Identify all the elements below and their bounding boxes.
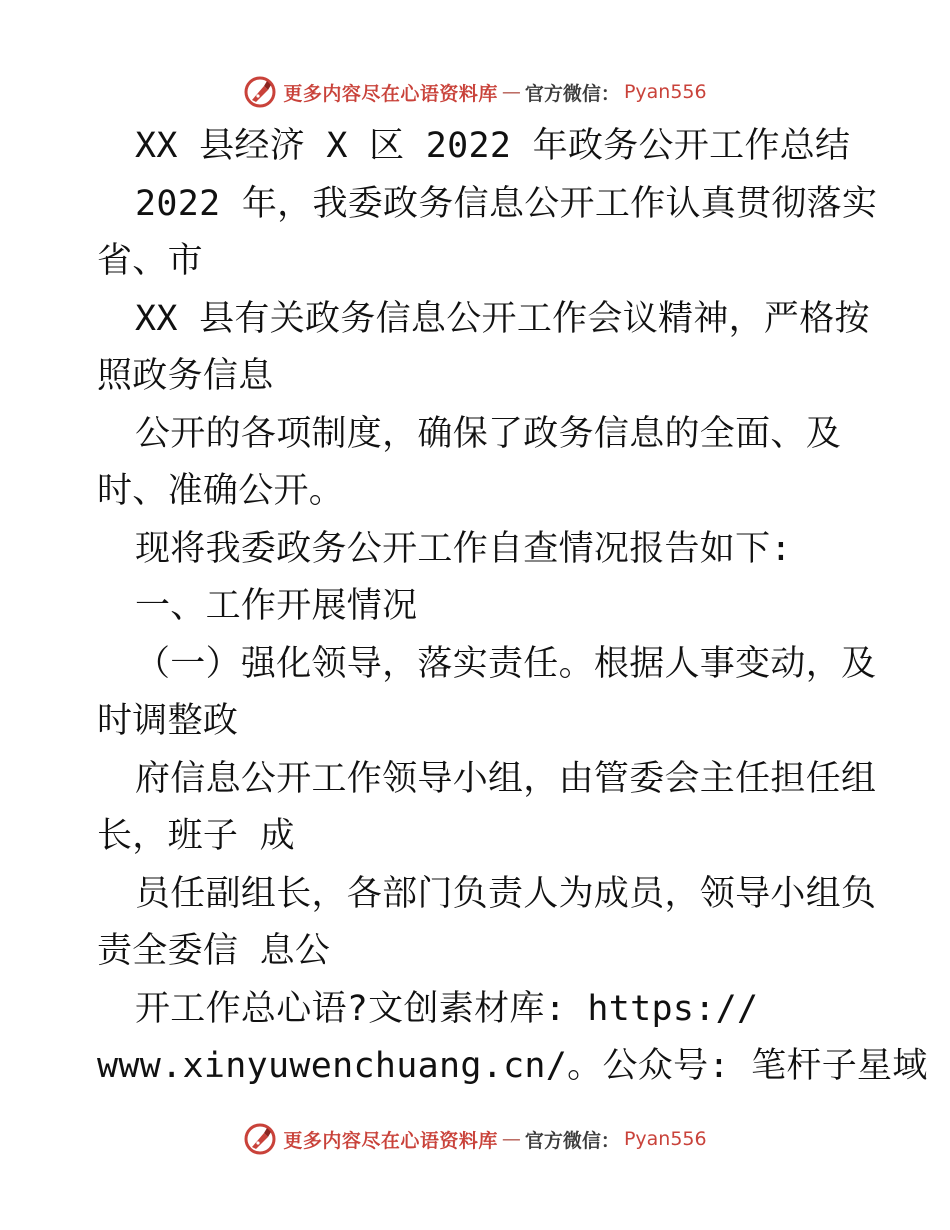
banner-dash: — <box>501 81 521 103</box>
document-line: 现将我委政务公开工作自查情况报告如下: <box>135 528 792 569</box>
document-line: 长，班子 成 <box>97 816 295 856</box>
document-line: www.xinyuwenchuang.cn/。公众号: 笔杆子星域 <box>97 1046 928 1086</box>
banner-dash: — <box>501 1128 521 1150</box>
document-line: 照政务信息 <box>97 356 274 396</box>
banner-wechat-id: Pyan556 <box>623 1128 707 1150</box>
document-line: 开工作总心语?文创素材库: https:// <box>135 988 759 1029</box>
document-line: 一、工作开展情况 <box>135 586 418 626</box>
document-line: 省、市 <box>97 241 203 281</box>
document-line: （一）强化领导，落实责任。根据人事变动，及 <box>135 643 877 684</box>
document-line: 2022 年，我委政务信息公开工作认真贯彻落实 <box>135 183 878 224</box>
banner-main-text: 更多内容尽在心语资料库 <box>283 1129 498 1152</box>
document-line: 责全委信 息公 <box>97 931 331 971</box>
document-line: XX 县经济 X 区 2022 年政务公开工作总结 <box>135 126 851 166</box>
document-line: 时调整政 <box>97 701 239 741</box>
document-line: 员任副组长，各部门负责人为成员，领导小组负 <box>135 873 877 914</box>
footer-watermark-banner <box>0 1117 950 1161</box>
banner-main-text: 更多内容尽在心语资料库 <box>283 82 498 105</box>
document-line: 公开的各项制度，确保了政务信息的全面、及 <box>135 413 842 454</box>
header-watermark-banner <box>0 70 950 114</box>
banner-wechat-label: 官方微信： <box>524 1129 620 1152</box>
pen-nib-logo-icon <box>243 1122 277 1156</box>
document-line: XX 县有关政务信息公开工作会议精神，严格按 <box>135 298 870 339</box>
banner-wechat-label: 官方微信： <box>524 82 620 105</box>
document-line: 时、准确公开。 <box>97 471 345 511</box>
document-body <box>97 118 928 1096</box>
pen-nib-logo-icon <box>243 75 277 109</box>
document-line: 府信息公开工作领导小组，由管委会主任担任组 <box>135 758 877 799</box>
banner-wechat-id: Pyan556 <box>623 81 707 103</box>
